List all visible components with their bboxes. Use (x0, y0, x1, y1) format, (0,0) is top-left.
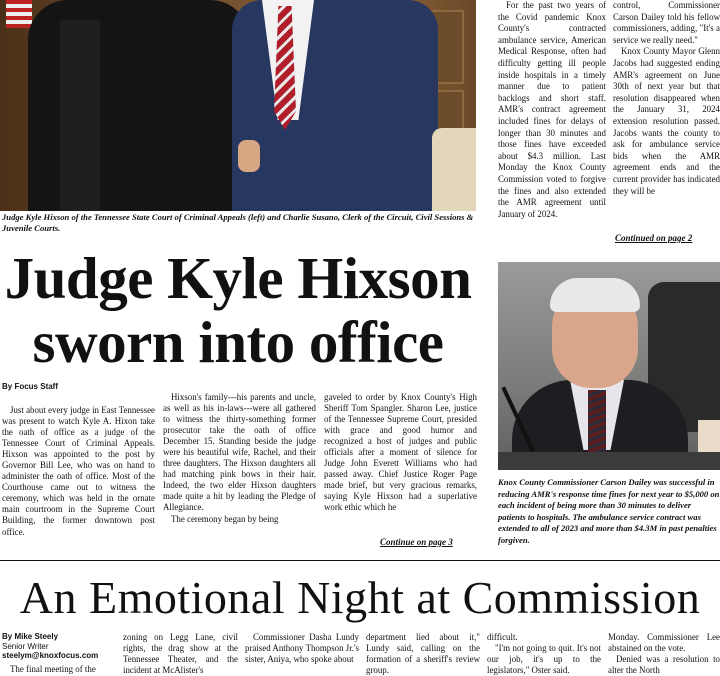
headline-line-1: Judge Kyle Hixson (4, 245, 472, 311)
commission-column-5: Monday. Commissioner Lee abstained on the vote. Denied was a resolution to alter the North (608, 632, 720, 676)
headline-line-2: sworn into office (32, 309, 444, 375)
section-divider (0, 560, 720, 561)
commissioner-photo-caption: Knox County Commissioner Carson Dailey was successful in reducing AMR's response time fines for next year to $5,000 on each incident of being more than 30 minutes to deliver patients to hospitals. The ambulance service contract was extended to all of 2023 and more than $4.3M in past penalties forgiven. (498, 477, 720, 545)
commission-column-0: The final meeting of the (10, 664, 96, 674)
commission-column-3: department lied about it," Lundy said, calling on the formation of a sheriff's review group. (366, 632, 480, 676)
amr-column-right: control, Commissioner Carson Dailey told his fellow commissioners, adding, "It's a service we really need." Knox County Mayor Glenn Jacobs had suggested ending AMR's agreement on June 30th of next year but that resolution disappeared when the January 31, 2024 extension resolution passed. Jacobs wants the county to ask for ambulance service bids when the AMR agreement ends and the current provider has indicated they will be (613, 0, 720, 196)
commissioner-photo (498, 262, 720, 470)
commission-column-1: zoning on Legg Lane, civil rights, the drag show at the Tennessee Theater, and the incident at McAlister's (123, 632, 238, 676)
byline-mike-steely: By Mike Steely Senior Writer steelym@knoxfocus.com (2, 632, 99, 661)
article-column-3: gaveled to order by Knox County's High Sheriff Tom Spangler. Sharon Lee, justice of the Tennessee Supreme Court, presided with grace and good humor and recognized a host of judges and public officials after a moment of silence for Judge John Everett Williams who had passed away. Chief Justice Roger Page made brief, but very gracious remarks, saying Kyle Hixson had a superlative work ethic which he (324, 392, 477, 513)
byline-focus-staff: By Focus Staff (2, 382, 59, 391)
continue-link-page-2[interactable]: Continued on page 2 (615, 233, 693, 243)
judge-photo (0, 0, 476, 211)
headline-judge (0, 246, 476, 374)
commission-column-4: difficult. "I'm not going to quit. It's not our job, it's up to the legislators," Oster said. (487, 632, 601, 676)
judge-photo-caption: Judge Kyle Hixson of the Tennessee State Court of Criminal Appeals (left) and Charlie Susano, Clerk of the Circuit, Civil Sessions & Juvenile Courts. (2, 212, 474, 233)
amr-column-left: For the past two years of the Covid pandemic Knox County's contracted ambulance service, American Medical Response, often had difficulty getting ill people inside hospitals in a timely manner due to patient backlogs and short staff. AMR's contract agreement included fines for delays of longer than 30 minutes and those fines have exceeded about $4.3 million. Last Monday the Knox County Commission voted to forgive the fines and also extended the AMR agreement until January of 2024. (498, 0, 606, 219)
headline-commission: An Emotional Night at Commission (19, 572, 701, 623)
continue-link-page-3[interactable]: Continue on page 3 (380, 537, 453, 547)
article-column-1: Just about every judge in East Tennessee was present to watch Kyle A. Hixon take the oath of office as a judge of the Tennessee Court of Criminal Appeals. Hixson was appointed to the post by Governor Bill Lee, who was on hand to administer the oath of office. Most of the Courthouse came out to witness the ceremony, which was held in the ornate main courtroom in the Supreme Court Building, the former downtown post office. (2, 405, 155, 537)
commission-column-2: Commissioner Dasha Lundy praised Anthony Thompson Jr.'s sister, Aniya, who spoke about (245, 632, 359, 665)
article-column-2: Hixson's family---his parents and uncle, as well as his in-laws---were all gathered to witness the thirty-something former prosecutor take the oath of office December 15. Standing beside the judge were his beautiful wife, Rachel, and their three daughters. The Hixson daughters all had matching pink bows in their hair. Indeed, the two elder Hixson daughters made quite a hit by leading the Pledge of Allegiance. The ceremony began by being (163, 392, 316, 524)
